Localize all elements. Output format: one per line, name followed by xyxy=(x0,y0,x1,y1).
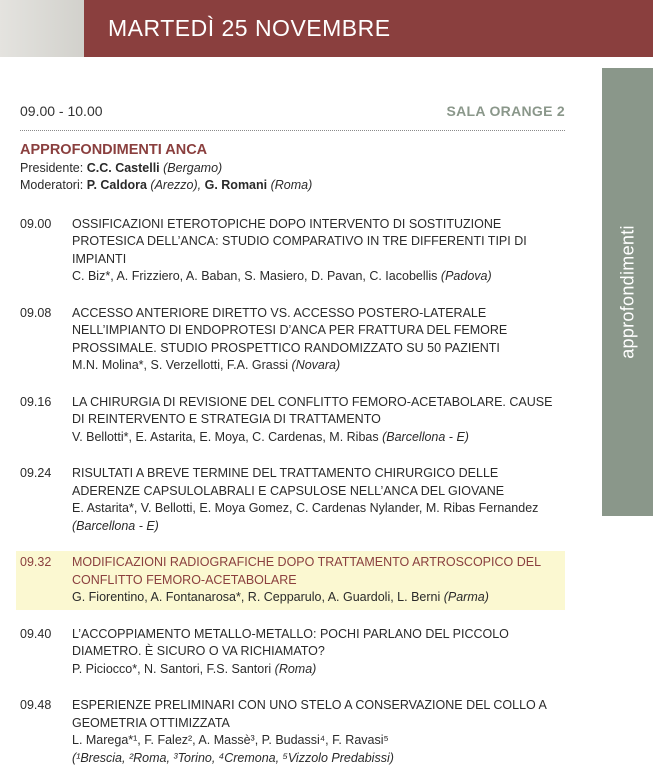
side-tab-label: approfondimenti xyxy=(617,225,637,359)
talk-body xyxy=(72,697,565,767)
author-names: E. Astarita*, V. Bellotti, E. Moya Gomez, C. Cardenas Nylander, M. Ribas Fernandez xyxy=(72,501,539,515)
session-time-row xyxy=(20,103,565,131)
author-city: (Padova) xyxy=(440,269,492,283)
author-city: (Roma) xyxy=(274,661,317,676)
talk-item xyxy=(20,391,565,450)
talk-authors xyxy=(72,589,565,607)
talk-authors xyxy=(72,732,565,767)
talk-title: MODIFICAZIONI RADIOGRAFICHE DOPO TRATTAMENTO ARTROSCOPICO DEL CONFLITTO FEMORO-ACETABOLARE xyxy=(72,555,541,587)
president-label: Presidente: xyxy=(20,160,84,175)
author-city: (Parma) xyxy=(443,590,489,604)
talk-time: 09.16 xyxy=(20,394,52,409)
talk-item xyxy=(20,302,565,378)
talk-title: ESPERIENZE PRELIMINARI CON UNO STELO A CONSERVAZIONE DEL COLLO A GEOMETRIA OTTIMIZZATA xyxy=(72,698,547,730)
session-time-range: 09.00 - 10.00 xyxy=(20,103,103,119)
moderator-city: (Arezzo), xyxy=(150,178,202,192)
moderators-line xyxy=(20,177,565,195)
moderator-name: G. Romani xyxy=(204,178,268,192)
talk-body xyxy=(72,394,565,447)
moderator-city: (Roma) xyxy=(270,178,313,192)
talk-authors xyxy=(72,500,565,535)
date-header xyxy=(84,0,653,57)
session-title: APPROFONDIMENTI ANCA xyxy=(20,141,208,158)
talk-time: 09.08 xyxy=(20,305,52,320)
talk-authors xyxy=(72,429,565,447)
talk-authors xyxy=(72,357,565,375)
president-name: C.C. Castelli xyxy=(86,160,160,175)
talk-title: OSSIFICAZIONI ETEROTOPICHE DOPO INTERVENTO DI SOSTITUZIONE PROTESICA DELL’ANCA: STUDIO COMPARATIVO IN TRE DIFFERENTI TIPI DI IMPIANTI xyxy=(72,216,527,266)
talk-item xyxy=(20,462,565,538)
talk-body xyxy=(72,216,565,286)
author-names: C. Biz*, A. Frizziero, A. Baban, S. Masiero, D. Pavan, C. Iacobellis xyxy=(72,269,438,283)
talk-title: LA CHIRURGIA DI REVISIONE DEL CONFLITTO FEMORO-ACETABOLARE. CAUSE DI REINTERVENTO E STRATEGIA DI TRATTAMENTO xyxy=(72,394,553,426)
talk-item xyxy=(16,551,565,610)
session-hall: SALA ORANGE 2 xyxy=(446,103,565,119)
talk-title: L’ACCOPPIAMENTO METALLO-METALLO: POCHI PARLANO DEL PICCOLO DIAMETRO. È SICURO O VA RICHIAMATO? xyxy=(72,626,509,658)
talk-item xyxy=(20,623,565,682)
section-side-tab xyxy=(602,68,653,516)
date-title: MARTEDÌ 25 NOVEMBRE xyxy=(108,15,391,41)
talk-time: 09.24 xyxy=(20,466,52,480)
author-names: G. Fiorentino, A. Fontanarosa*, R. Cepparulo, A. Guardoli, L. Berni xyxy=(72,590,441,604)
author-names: L. Marega*¹, F. Falez², A. Massè³, P. Budassi⁴, F. Ravasi⁵ xyxy=(72,733,389,747)
president-city: (Bergamo) xyxy=(163,160,223,175)
session-content xyxy=(20,103,565,783)
author-city: (Barcellona - E) xyxy=(72,518,159,533)
moderators-label: Moderatori: xyxy=(20,178,84,192)
author-city: (¹Brescia, ²Roma, ³Torino, ⁴Cremona, ⁵Vizzolo Predabissi) xyxy=(72,750,394,765)
moderator-name: P. Caldora xyxy=(86,178,147,192)
talk-body xyxy=(72,305,565,375)
talk-time: 09.32 xyxy=(20,555,52,569)
talk-list xyxy=(20,213,565,771)
author-names: M.N. Molina*, S. Verzellotti, F.A. Grassi xyxy=(72,358,289,372)
president-line xyxy=(20,160,565,178)
author-city: (Novara) xyxy=(291,358,341,372)
talk-item xyxy=(20,694,565,770)
talk-time: 09.00 xyxy=(20,216,52,231)
talk-authors xyxy=(72,661,565,679)
talk-time: 09.48 xyxy=(20,698,52,712)
talk-body xyxy=(72,626,565,679)
author-names: P. Piciocco*, N. Santori, F.S. Santori xyxy=(72,661,272,676)
talk-body xyxy=(72,465,565,535)
talk-item xyxy=(20,213,565,289)
talk-time: 09.40 xyxy=(20,626,52,641)
talk-title: ACCESSO ANTERIORE DIRETTO VS. ACCESSO POSTERO-LATERALE NELL’IMPIANTO DI ENDOPROTESI D’ANCA PER FRATTURA DEL FEMORE PROSSIMALE. STUDIO PROSPETTICO RANDOMIZZATO SU 50 PAZIENTI xyxy=(72,305,508,355)
talk-title: RISULTATI A BREVE TERMINE DEL TRATTAMENTO CHIRURGICO DELLE ADERENZE CAPSULOLABRALI E CAPSULOSE NELL’ANCA DEL GIOVANE xyxy=(72,466,505,498)
talk-body xyxy=(72,554,565,607)
talk-authors xyxy=(72,268,565,286)
header-left-band xyxy=(0,0,84,57)
author-city: (Barcellona - E) xyxy=(382,429,469,444)
author-names: V. Bellotti*, E. Astarita, E. Moya, C. Cardenas, M. Ribas xyxy=(72,429,379,444)
